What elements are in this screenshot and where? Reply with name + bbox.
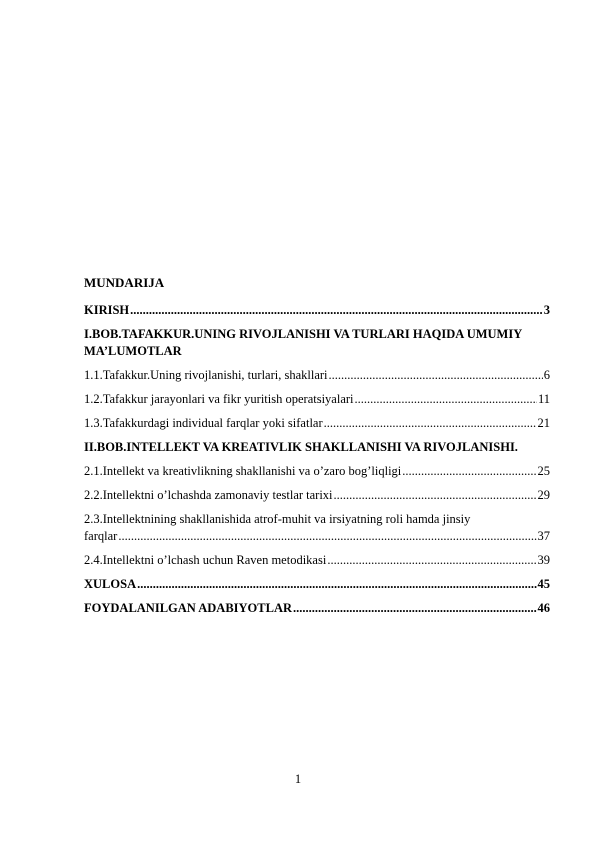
toc-entry-text: 2.1.Intellekt va kreativlikning shakllanishi va o’zaro bog’liqligi: [84, 464, 402, 478]
toc-chapter-2-heading[interactable]: [84, 439, 550, 456]
toc-entry-2-3[interactable]: [84, 511, 550, 545]
toc-entry-1-1[interactable]: [84, 367, 550, 384]
toc-entry-text: 1.3.Tafakkurdagi individual farqlar yoki sifatlar: [84, 416, 323, 430]
dot-leader: [327, 552, 536, 569]
toc-entry-2-2[interactable]: [84, 487, 550, 504]
toc-entry-text: 2.3.Intellektnining shakllanishida atrof-muhit va irsiyatning roli hamda jinsiy: [84, 512, 471, 526]
toc-entry-text: 2.4.Intellektni o’lchash uchun Raven metodikasi: [84, 553, 327, 567]
toc-entry-page: 6: [543, 368, 550, 382]
toc-entry-kirish[interactable]: [84, 302, 550, 319]
toc-entry-page: 25: [537, 464, 550, 478]
toc-entry-text: I.BOB.TAFAKKUR.UNING RIVOJLANISHI VA TURLARI HAQIDA UMUMIY MA’LUMOTLAR: [84, 327, 522, 358]
toc-entry-text: FOYDALANILGAN ADABIYOTLAR: [84, 601, 293, 615]
toc-entry-1-2[interactable]: [84, 391, 550, 408]
toc-entry-text: 1.1.Tafakkur.Uning rivojlanishi, turlari, shakllari: [84, 368, 328, 382]
toc-entry-text: XULOSA: [84, 577, 137, 591]
toc-entry-continuation: farqlar: [84, 529, 118, 543]
toc-entry-text: 2.2.Intellektni o’lchashda zamonaviy testlar tarixi: [84, 488, 333, 502]
toc-title: MUNDARIJA: [84, 275, 165, 290]
dot-leader: [355, 391, 537, 408]
toc-entry-page: 3: [543, 303, 550, 317]
toc-chapter-1-heading[interactable]: [84, 326, 550, 360]
toc-entry-text: II.BOB.INTELLEKT VA KREATIVLIK SHAKLLANISHI VA RIVOJLANISHI.: [84, 440, 518, 454]
dot-leader: [334, 487, 537, 504]
toc-entry-2-1[interactable]: [84, 463, 550, 480]
toc-entry-page: 37: [537, 529, 550, 543]
dot-leader: [118, 528, 536, 545]
toc-entry-page: 29: [537, 488, 550, 502]
dot-leader: [329, 367, 543, 384]
toc-entry-2-4[interactable]: [84, 552, 550, 569]
toc-entry-xulosa[interactable]: [84, 576, 550, 593]
toc-entry-page: 45: [537, 577, 550, 591]
dot-leader: [402, 463, 536, 480]
table-of-contents: [84, 274, 550, 624]
dot-leader: [324, 415, 537, 432]
dot-leader: [137, 576, 536, 593]
toc-entry-adabiyotlar[interactable]: [84, 600, 550, 617]
dot-leader: [293, 600, 536, 617]
toc-entry-page: 11: [537, 392, 550, 406]
toc-entry-text: KIRISH: [84, 303, 130, 317]
toc-entry-text: 1.2.Tafakkur jarayonlari va fikr yuritish operatsiyalari: [84, 392, 354, 406]
page-number: 1: [294, 772, 302, 786]
toc-entry-page: 21: [537, 416, 550, 430]
toc-entry-page: 46: [537, 601, 550, 615]
toc-entry-1-3[interactable]: [84, 415, 550, 432]
dot-leader: [130, 302, 543, 319]
toc-entry-page: 39: [537, 553, 550, 567]
